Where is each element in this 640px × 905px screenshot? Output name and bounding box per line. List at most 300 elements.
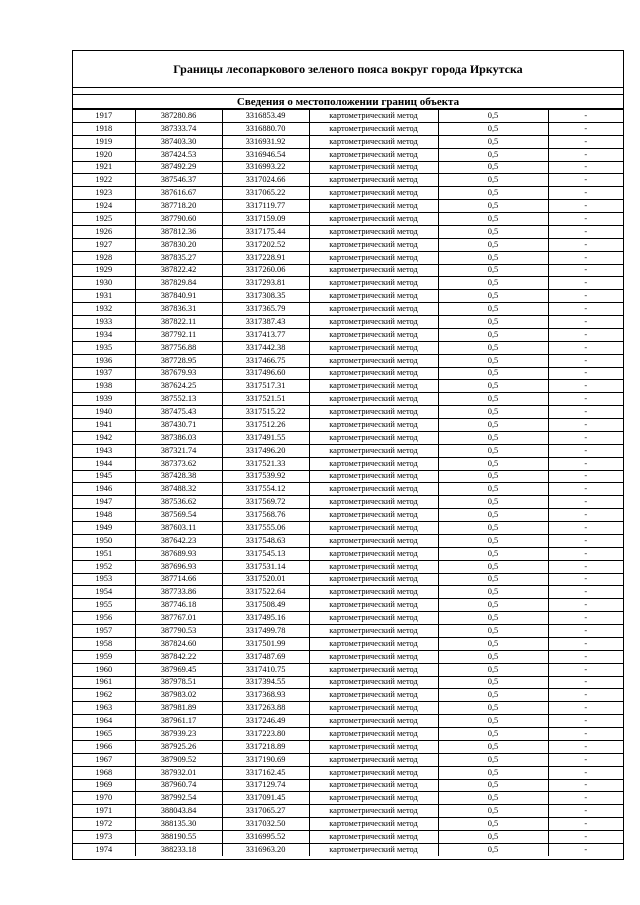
table-row bbox=[73, 122, 623, 135]
method-cell: картометрический метод bbox=[309, 213, 438, 226]
precision-cell: 0,5 bbox=[438, 560, 548, 573]
method-cell: картометрический метод bbox=[309, 689, 438, 702]
x-coordinate-cell: 388135.30 bbox=[135, 818, 222, 831]
note-cell: - bbox=[548, 831, 623, 844]
y-coordinate-cell: 3317410.75 bbox=[222, 663, 309, 676]
x-coordinate-cell: 387756.88 bbox=[135, 341, 222, 354]
table-row bbox=[73, 560, 623, 573]
point-number-cell: 1923 bbox=[73, 187, 135, 200]
point-number-cell: 1946 bbox=[73, 483, 135, 496]
precision-cell: 0,5 bbox=[438, 328, 548, 341]
precision-cell: 0,5 bbox=[438, 792, 548, 805]
note-cell: - bbox=[548, 444, 623, 457]
table-row bbox=[73, 547, 623, 560]
x-coordinate-cell: 387822.42 bbox=[135, 264, 222, 277]
x-coordinate-cell: 387840.91 bbox=[135, 290, 222, 303]
table-row bbox=[73, 509, 623, 522]
precision-cell: 0,5 bbox=[438, 818, 548, 831]
table-row bbox=[73, 522, 623, 535]
note-cell: - bbox=[548, 573, 623, 586]
table-row bbox=[73, 496, 623, 509]
precision-cell: 0,5 bbox=[438, 831, 548, 844]
note-cell: - bbox=[548, 470, 623, 483]
header-spacer bbox=[73, 87, 623, 95]
table-row bbox=[73, 792, 623, 805]
y-coordinate-cell: 3317065.27 bbox=[222, 805, 309, 818]
table-row bbox=[73, 406, 623, 419]
point-number-cell: 1967 bbox=[73, 753, 135, 766]
point-number-cell: 1965 bbox=[73, 728, 135, 741]
note-cell: - bbox=[548, 650, 623, 663]
x-coordinate-cell: 387790.53 bbox=[135, 625, 222, 638]
x-coordinate-cell: 387790.60 bbox=[135, 213, 222, 226]
y-coordinate-cell: 3316931.92 bbox=[222, 135, 309, 148]
y-coordinate-cell: 3317387.43 bbox=[222, 316, 309, 329]
method-cell: картометрический метод bbox=[309, 547, 438, 560]
x-coordinate-cell: 387430.71 bbox=[135, 419, 222, 432]
precision-cell: 0,5 bbox=[438, 444, 548, 457]
table-row bbox=[73, 187, 623, 200]
note-cell: - bbox=[548, 753, 623, 766]
point-number-cell: 1927 bbox=[73, 238, 135, 251]
table-row bbox=[73, 740, 623, 753]
point-number-cell: 1948 bbox=[73, 509, 135, 522]
x-coordinate-cell: 387969.45 bbox=[135, 663, 222, 676]
method-cell: картометрический метод bbox=[309, 187, 438, 200]
note-cell: - bbox=[548, 341, 623, 354]
section-subtitle: Сведения о местоположении границ объекта bbox=[73, 95, 623, 109]
point-number-cell: 1969 bbox=[73, 779, 135, 792]
method-cell: картометрический метод bbox=[309, 740, 438, 753]
note-cell: - bbox=[548, 303, 623, 316]
point-number-cell: 1953 bbox=[73, 573, 135, 586]
point-number-cell: 1974 bbox=[73, 843, 135, 855]
precision-cell: 0,5 bbox=[438, 457, 548, 470]
point-number-cell: 1949 bbox=[73, 522, 135, 535]
precision-cell: 0,5 bbox=[438, 805, 548, 818]
point-number-cell: 1938 bbox=[73, 380, 135, 393]
precision-cell: 0,5 bbox=[438, 367, 548, 380]
method-cell: картометрический метод bbox=[309, 805, 438, 818]
table-row bbox=[73, 805, 623, 818]
x-coordinate-cell: 387939.23 bbox=[135, 728, 222, 741]
point-number-cell: 1961 bbox=[73, 676, 135, 689]
y-coordinate-cell: 3317512.26 bbox=[222, 419, 309, 432]
table-row bbox=[73, 599, 623, 612]
precision-cell: 0,5 bbox=[438, 702, 548, 715]
precision-cell: 0,5 bbox=[438, 380, 548, 393]
y-coordinate-cell: 3317260.06 bbox=[222, 264, 309, 277]
point-number-cell: 1971 bbox=[73, 805, 135, 818]
point-number-cell: 1950 bbox=[73, 534, 135, 547]
precision-cell: 0,5 bbox=[438, 200, 548, 213]
y-coordinate-cell: 3317413.77 bbox=[222, 328, 309, 341]
table-row bbox=[73, 728, 623, 741]
y-coordinate-cell: 3317228.91 bbox=[222, 251, 309, 264]
method-cell: картометрический метод bbox=[309, 419, 438, 432]
note-cell: - bbox=[548, 277, 623, 290]
x-coordinate-cell: 387746.18 bbox=[135, 599, 222, 612]
precision-cell: 0,5 bbox=[438, 122, 548, 135]
precision-cell: 0,5 bbox=[438, 779, 548, 792]
point-number-cell: 1958 bbox=[73, 637, 135, 650]
y-coordinate-cell: 3316946.54 bbox=[222, 148, 309, 161]
note-cell: - bbox=[548, 586, 623, 599]
x-coordinate-cell: 387792.11 bbox=[135, 328, 222, 341]
y-coordinate-cell: 3317466.75 bbox=[222, 354, 309, 367]
precision-cell: 0,5 bbox=[438, 187, 548, 200]
method-cell: картометрический метод bbox=[309, 264, 438, 277]
precision-cell: 0,5 bbox=[438, 264, 548, 277]
y-coordinate-cell: 3317091.45 bbox=[222, 792, 309, 805]
method-cell: картометрический метод bbox=[309, 110, 438, 123]
y-coordinate-cell: 3317568.76 bbox=[222, 509, 309, 522]
point-number-cell: 1968 bbox=[73, 766, 135, 779]
precision-cell: 0,5 bbox=[438, 148, 548, 161]
y-coordinate-cell: 3317496.20 bbox=[222, 444, 309, 457]
precision-cell: 0,5 bbox=[438, 277, 548, 290]
point-number-cell: 1918 bbox=[73, 122, 135, 135]
table-row bbox=[73, 637, 623, 650]
x-coordinate-cell: 387767.01 bbox=[135, 612, 222, 625]
precision-cell: 0,5 bbox=[438, 663, 548, 676]
y-coordinate-cell: 3317442.38 bbox=[222, 341, 309, 354]
table-row bbox=[73, 715, 623, 728]
precision-cell: 0,5 bbox=[438, 676, 548, 689]
method-cell: картометрический метод bbox=[309, 148, 438, 161]
table-row bbox=[73, 818, 623, 831]
y-coordinate-cell: 3317159.09 bbox=[222, 213, 309, 226]
note-cell: - bbox=[548, 637, 623, 650]
precision-cell: 0,5 bbox=[438, 740, 548, 753]
coordinates-table-body bbox=[73, 110, 623, 856]
note-cell: - bbox=[548, 110, 623, 123]
precision-cell: 0,5 bbox=[438, 406, 548, 419]
precision-cell: 0,5 bbox=[438, 534, 548, 547]
x-coordinate-cell: 388233.18 bbox=[135, 843, 222, 855]
point-number-cell: 1947 bbox=[73, 496, 135, 509]
y-coordinate-cell: 3316880.70 bbox=[222, 122, 309, 135]
note-cell: - bbox=[548, 676, 623, 689]
table-row bbox=[73, 702, 623, 715]
y-coordinate-cell: 3317548.63 bbox=[222, 534, 309, 547]
method-cell: картометрический метод bbox=[309, 341, 438, 354]
y-coordinate-cell: 3317496.60 bbox=[222, 367, 309, 380]
precision-cell: 0,5 bbox=[438, 753, 548, 766]
point-number-cell: 1963 bbox=[73, 702, 135, 715]
note-cell: - bbox=[548, 547, 623, 560]
point-number-cell: 1920 bbox=[73, 148, 135, 161]
table-row bbox=[73, 676, 623, 689]
point-number-cell: 1972 bbox=[73, 818, 135, 831]
point-number-cell: 1936 bbox=[73, 354, 135, 367]
point-number-cell: 1945 bbox=[73, 470, 135, 483]
x-coordinate-cell: 387552.13 bbox=[135, 393, 222, 406]
x-coordinate-cell: 387386.03 bbox=[135, 431, 222, 444]
note-cell: - bbox=[548, 843, 623, 855]
method-cell: картометрический метод bbox=[309, 560, 438, 573]
note-cell: - bbox=[548, 354, 623, 367]
point-number-cell: 1924 bbox=[73, 200, 135, 213]
x-coordinate-cell: 387373.62 bbox=[135, 457, 222, 470]
note-cell: - bbox=[548, 419, 623, 432]
method-cell: картометрический метод bbox=[309, 225, 438, 238]
x-coordinate-cell: 387822.11 bbox=[135, 316, 222, 329]
method-cell: картометрический метод bbox=[309, 161, 438, 174]
x-coordinate-cell: 387428.38 bbox=[135, 470, 222, 483]
note-cell: - bbox=[548, 483, 623, 496]
y-coordinate-cell: 3317024.66 bbox=[222, 174, 309, 187]
precision-cell: 0,5 bbox=[438, 251, 548, 264]
method-cell: картометрический метод bbox=[309, 612, 438, 625]
precision-cell: 0,5 bbox=[438, 637, 548, 650]
precision-cell: 0,5 bbox=[438, 393, 548, 406]
method-cell: картометрический метод bbox=[309, 135, 438, 148]
note-cell: - bbox=[548, 612, 623, 625]
point-number-cell: 1964 bbox=[73, 715, 135, 728]
table-row bbox=[73, 354, 623, 367]
precision-cell: 0,5 bbox=[438, 728, 548, 741]
note-cell: - bbox=[548, 367, 623, 380]
method-cell: картометрический метод bbox=[309, 792, 438, 805]
y-coordinate-cell: 3317495.16 bbox=[222, 612, 309, 625]
point-number-cell: 1973 bbox=[73, 831, 135, 844]
y-coordinate-cell: 3317263.88 bbox=[222, 702, 309, 715]
point-number-cell: 1928 bbox=[73, 251, 135, 264]
table-row bbox=[73, 251, 623, 264]
table-row bbox=[73, 431, 623, 444]
table-row bbox=[73, 225, 623, 238]
table-row bbox=[73, 689, 623, 702]
x-coordinate-cell: 387925.26 bbox=[135, 740, 222, 753]
method-cell: картометрический метод bbox=[309, 818, 438, 831]
x-coordinate-cell: 387616.67 bbox=[135, 187, 222, 200]
note-cell: - bbox=[548, 522, 623, 535]
method-cell: картометрический метод bbox=[309, 380, 438, 393]
method-cell: картометрический метод bbox=[309, 702, 438, 715]
note-cell: - bbox=[548, 264, 623, 277]
x-coordinate-cell: 387569.54 bbox=[135, 509, 222, 522]
method-cell: картометрический метод bbox=[309, 367, 438, 380]
table-row bbox=[73, 586, 623, 599]
x-coordinate-cell: 387424.53 bbox=[135, 148, 222, 161]
table-row bbox=[73, 303, 623, 316]
precision-cell: 0,5 bbox=[438, 766, 548, 779]
point-number-cell: 1952 bbox=[73, 560, 135, 573]
y-coordinate-cell: 3317175.44 bbox=[222, 225, 309, 238]
method-cell: картометрический метод bbox=[309, 303, 438, 316]
table-row bbox=[73, 625, 623, 638]
y-coordinate-cell: 3317521.33 bbox=[222, 457, 309, 470]
table-row bbox=[73, 663, 623, 676]
coordinates-table bbox=[73, 109, 623, 856]
x-coordinate-cell: 387961.17 bbox=[135, 715, 222, 728]
table-row bbox=[73, 393, 623, 406]
x-coordinate-cell: 387909.52 bbox=[135, 753, 222, 766]
x-coordinate-cell: 387830.20 bbox=[135, 238, 222, 251]
y-coordinate-cell: 3317501.99 bbox=[222, 637, 309, 650]
y-coordinate-cell: 3317162.45 bbox=[222, 766, 309, 779]
method-cell: картометрический метод bbox=[309, 522, 438, 535]
x-coordinate-cell: 387728.95 bbox=[135, 354, 222, 367]
point-number-cell: 1970 bbox=[73, 792, 135, 805]
y-coordinate-cell: 3317202.52 bbox=[222, 238, 309, 251]
note-cell: - bbox=[548, 496, 623, 509]
y-coordinate-cell: 3317499.78 bbox=[222, 625, 309, 638]
method-cell: картометрический метод bbox=[309, 290, 438, 303]
table-row bbox=[73, 161, 623, 174]
y-coordinate-cell: 3317487.69 bbox=[222, 650, 309, 663]
method-cell: картометрический метод bbox=[309, 728, 438, 741]
x-coordinate-cell: 387978.51 bbox=[135, 676, 222, 689]
precision-cell: 0,5 bbox=[438, 573, 548, 586]
precision-cell: 0,5 bbox=[438, 522, 548, 535]
table-row bbox=[73, 277, 623, 290]
document-title: Границы лесопаркового зеленого пояса вокруг города Иркутска bbox=[73, 51, 623, 88]
point-number-cell: 1926 bbox=[73, 225, 135, 238]
method-cell: картометрический метод bbox=[309, 586, 438, 599]
precision-cell: 0,5 bbox=[438, 341, 548, 354]
y-coordinate-cell: 3317539.92 bbox=[222, 470, 309, 483]
precision-cell: 0,5 bbox=[438, 225, 548, 238]
table-row bbox=[73, 328, 623, 341]
method-cell: картометрический метод bbox=[309, 316, 438, 329]
table-row bbox=[73, 264, 623, 277]
table-row bbox=[73, 290, 623, 303]
y-coordinate-cell: 3317119.77 bbox=[222, 200, 309, 213]
point-number-cell: 1951 bbox=[73, 547, 135, 560]
method-cell: картометрический метод bbox=[309, 766, 438, 779]
precision-cell: 0,5 bbox=[438, 290, 548, 303]
note-cell: - bbox=[548, 431, 623, 444]
note-cell: - bbox=[548, 599, 623, 612]
table-row bbox=[73, 831, 623, 844]
x-coordinate-cell: 387829.84 bbox=[135, 277, 222, 290]
note-cell: - bbox=[548, 779, 623, 792]
method-cell: картометрический метод bbox=[309, 431, 438, 444]
point-number-cell: 1933 bbox=[73, 316, 135, 329]
x-coordinate-cell: 387280.86 bbox=[135, 110, 222, 123]
y-coordinate-cell: 3317517.31 bbox=[222, 380, 309, 393]
y-coordinate-cell: 3316853.49 bbox=[222, 110, 309, 123]
precision-cell: 0,5 bbox=[438, 496, 548, 509]
method-cell: картометрический метод bbox=[309, 406, 438, 419]
note-cell: - bbox=[548, 328, 623, 341]
x-coordinate-cell: 387733.86 bbox=[135, 586, 222, 599]
method-cell: картометрический метод bbox=[309, 277, 438, 290]
point-number-cell: 1917 bbox=[73, 110, 135, 123]
table-row bbox=[73, 766, 623, 779]
method-cell: картометрический метод bbox=[309, 122, 438, 135]
method-cell: картометрический метод bbox=[309, 354, 438, 367]
method-cell: картометрический метод bbox=[309, 393, 438, 406]
y-coordinate-cell: 3317032.50 bbox=[222, 818, 309, 831]
y-coordinate-cell: 3317218.89 bbox=[222, 740, 309, 753]
method-cell: картометрический метод bbox=[309, 637, 438, 650]
x-coordinate-cell: 387492.29 bbox=[135, 161, 222, 174]
y-coordinate-cell: 3317508.49 bbox=[222, 599, 309, 612]
y-coordinate-cell: 3317223.80 bbox=[222, 728, 309, 741]
note-cell: - bbox=[548, 290, 623, 303]
table-row bbox=[73, 135, 623, 148]
y-coordinate-cell: 3317569.72 bbox=[222, 496, 309, 509]
precision-cell: 0,5 bbox=[438, 612, 548, 625]
x-coordinate-cell: 387536.62 bbox=[135, 496, 222, 509]
note-cell: - bbox=[548, 200, 623, 213]
method-cell: картометрический метод bbox=[309, 457, 438, 470]
table-row bbox=[73, 457, 623, 470]
note-cell: - bbox=[548, 766, 623, 779]
x-coordinate-cell: 387475.43 bbox=[135, 406, 222, 419]
method-cell: картометрический метод bbox=[309, 715, 438, 728]
point-number-cell: 1962 bbox=[73, 689, 135, 702]
note-cell: - bbox=[548, 135, 623, 148]
point-number-cell: 1959 bbox=[73, 650, 135, 663]
point-number-cell: 1942 bbox=[73, 431, 135, 444]
note-cell: - bbox=[548, 560, 623, 573]
x-coordinate-cell: 387981.89 bbox=[135, 702, 222, 715]
point-number-cell: 1940 bbox=[73, 406, 135, 419]
precision-cell: 0,5 bbox=[438, 431, 548, 444]
note-cell: - bbox=[548, 818, 623, 831]
precision-cell: 0,5 bbox=[438, 419, 548, 432]
x-coordinate-cell: 387696.93 bbox=[135, 560, 222, 573]
note-cell: - bbox=[548, 393, 623, 406]
method-cell: картометрический метод bbox=[309, 753, 438, 766]
table-row bbox=[73, 380, 623, 393]
table-row bbox=[73, 419, 623, 432]
note-cell: - bbox=[548, 728, 623, 741]
y-coordinate-cell: 3317522.64 bbox=[222, 586, 309, 599]
note-cell: - bbox=[548, 316, 623, 329]
table-row bbox=[73, 483, 623, 496]
method-cell: картометрический метод bbox=[309, 509, 438, 522]
precision-cell: 0,5 bbox=[438, 303, 548, 316]
note-cell: - bbox=[548, 213, 623, 226]
point-number-cell: 1966 bbox=[73, 740, 135, 753]
note-cell: - bbox=[548, 148, 623, 161]
point-number-cell: 1943 bbox=[73, 444, 135, 457]
point-number-cell: 1955 bbox=[73, 599, 135, 612]
y-coordinate-cell: 3317554.12 bbox=[222, 483, 309, 496]
y-coordinate-cell: 3317521.51 bbox=[222, 393, 309, 406]
precision-cell: 0,5 bbox=[438, 625, 548, 638]
table-row bbox=[73, 174, 623, 187]
x-coordinate-cell: 387403.30 bbox=[135, 135, 222, 148]
precision-cell: 0,5 bbox=[438, 174, 548, 187]
method-cell: картометрический метод bbox=[309, 238, 438, 251]
method-cell: картометрический метод bbox=[309, 496, 438, 509]
method-cell: картометрический метод bbox=[309, 663, 438, 676]
precision-cell: 0,5 bbox=[438, 161, 548, 174]
point-number-cell: 1935 bbox=[73, 341, 135, 354]
note-cell: - bbox=[548, 625, 623, 638]
table-row bbox=[73, 779, 623, 792]
point-number-cell: 1932 bbox=[73, 303, 135, 316]
precision-cell: 0,5 bbox=[438, 354, 548, 367]
note-cell: - bbox=[548, 534, 623, 547]
x-coordinate-cell: 387488.32 bbox=[135, 483, 222, 496]
point-number-cell: 1925 bbox=[73, 213, 135, 226]
method-cell: картометрический метод bbox=[309, 779, 438, 792]
note-cell: - bbox=[548, 702, 623, 715]
table-row bbox=[73, 444, 623, 457]
method-cell: картометрический метод bbox=[309, 573, 438, 586]
x-coordinate-cell: 387321.74 bbox=[135, 444, 222, 457]
x-coordinate-cell: 387624.25 bbox=[135, 380, 222, 393]
x-coordinate-cell: 387546.37 bbox=[135, 174, 222, 187]
note-cell: - bbox=[548, 122, 623, 135]
